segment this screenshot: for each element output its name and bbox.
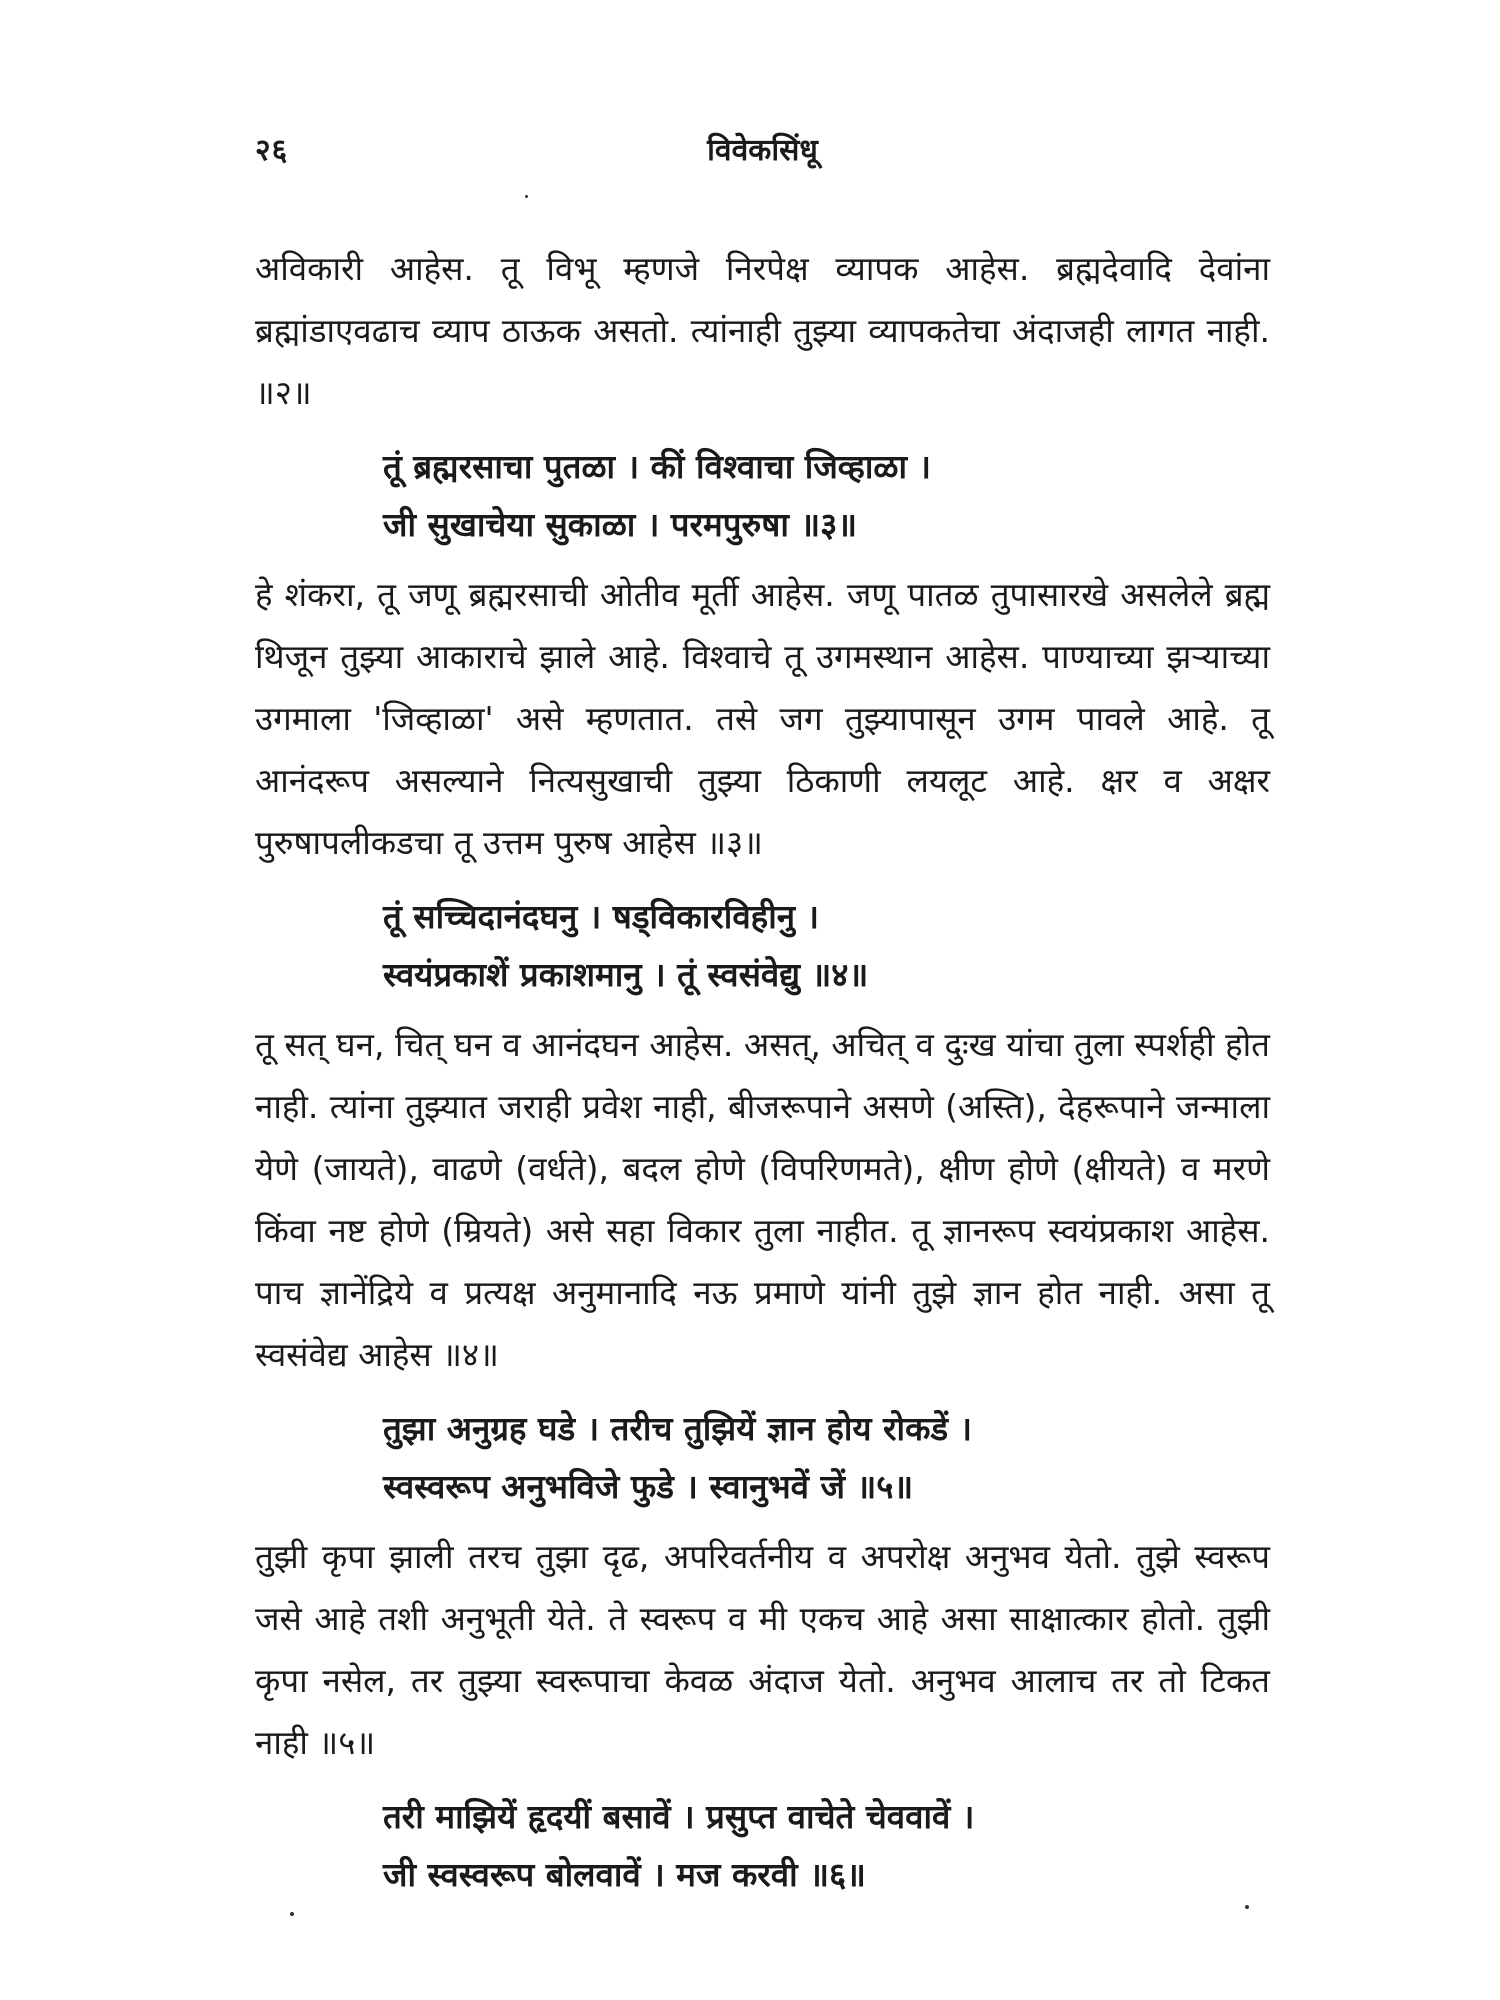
verse-5 [255,1400,1270,1516]
verse-line: तूं ब्रह्मरसाचा पुतळा । कीं विश्वाचा जिव्हाळा । [383,447,932,486]
verse-line: जी सुखाचेया सुकाळा । परमपुरुषा ॥३॥ [383,505,858,544]
commentary-paragraph: तुझी कृपा झाली तरच तुझा दृढ, अपरिवर्तनीय व अपरोक्ष अनुभव येतो. तुझे स्वरूप जसे आहे तशी अनुभूती येते. ते स्वरूप व मी एकच आहे असा साक्षात्कार होतो. तुझी कृपा नसेल, तर तुझ्या स्वरूपाचा केवळ अंदाज येतो. अनुभव आलाच तर तो टिकत नाही ॥५॥ [255,1537,1270,1762]
page-header [255,128,1270,178]
verse-4 [255,888,1270,1004]
commentary-paragraph: तू सत् घन, चित् घन व आनंदघन आहेस. असत्, अचित् व दुःख यांचा तुला स्पर्शही होत नाही. त्यांना तुझ्यात जराही प्रवेश नाही, बीजरूपाने असणे (अस्ति), देहरूपाने जन्माला येणे (जायते), वाढणे (वर्धते), बदल होणे (विपरिणमते), क्षीण होणे (क्षीयते) व मरणे किंवा नष्ट होणे (म्रियते) असे सहा विकार तुला नाहीत. तू ज्ञानरूप स्वयंप्रकाश आहेस. पाच ज्ञानेंद्रिये व प्रत्यक्ष अनुमानादि नऊ प्रमाणे यांनी तुझे ज्ञान होत नाही. असा तू स्वसंवेद्य आहेस ॥४॥ [255,1025,1270,1374]
scan-speck [525,195,528,198]
verse-line: स्वस्वरूप अनुभविजे फुडे । स्वानुभवें जें ॥५॥ [383,1467,914,1506]
verse-line: स्वयंप्रकाशें प्रकाशमानु । तूं स्वसंवेद्यु ॥४॥ [383,955,869,994]
commentary-paragraph: अविकारी आहेस. तू विभू म्हणजे निरपेक्ष व्यापक आहेस. ब्रह्मदेवादि देवांना ब्रह्मांडाएवढाच व्याप ठाऊक असतो. त्यांनाही तुझ्या व्यापकतेचा अंदाजही लागत नाही. ॥२॥ [255,249,1270,412]
verse-line: जी स्वस्वरूप बोलवावें । मज करवी ॥६॥ [383,1855,866,1894]
verse-6 [255,1788,1270,1904]
scan-speck [1245,1905,1249,1909]
verse-3 [255,438,1270,554]
verse-line: तूं सच्चिदानंदघनु । षड्विकारविहीनु । [383,897,820,936]
verse-line: तरी माझियें हृदयीं बसावें । प्रसुप्त वाचेते चेववावें । [383,1797,975,1836]
running-title: विवेकसिंधू [707,133,818,168]
page-body [255,238,1270,1914]
page-number: २६ [255,133,289,168]
verse-line: तुझा अनुग्रह घडे । तरीच तुझियें ज्ञान होय रोकडें । [383,1409,973,1448]
commentary-paragraph: हे शंकरा, तू जणू ब्रह्मरसाची ओतीव मूर्ती आहेस. जणू पातळ तुपासारखे असलेले ब्रह्म थिजून तुझ्या आकाराचे झाले आहे. विश्वाचे तू उगमस्थान आहेस. पाण्याच्या झऱ्याच्या उगमाला 'जिव्हाळा' असे म्हणतात. तसे जग तुझ्यापासून उगम पावले आहे. तू आनंदरूप असल्याने नित्यसुखाची तुझ्या ठिकाणी लयलूट आहे. क्षर व अक्षर पुरुषापलीकडचा तू उत्तम पुरुष आहेस ॥३॥ [255,575,1270,862]
scan-speck [290,1912,294,1916]
